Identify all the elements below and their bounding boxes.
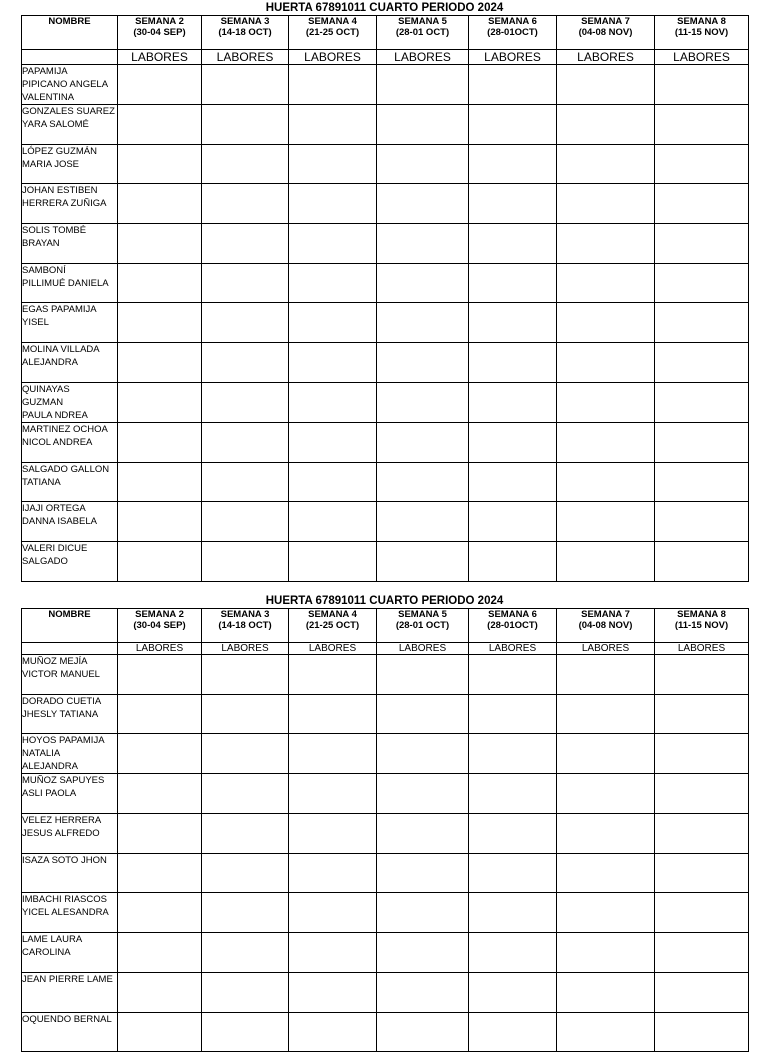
student-name: ISAZA SOTO JHON [22, 853, 118, 893]
labor-entry-cell[interactable] [557, 224, 655, 264]
labor-entry-cell[interactable] [202, 65, 289, 105]
labor-entry-cell[interactable] [557, 853, 655, 893]
labor-entry-cell[interactable] [289, 184, 377, 224]
labor-entry-cell[interactable] [118, 853, 202, 893]
labor-entry-cell[interactable] [469, 774, 557, 814]
labor-entry-cell[interactable] [377, 1012, 469, 1052]
labor-entry-cell[interactable] [377, 144, 469, 184]
labor-entry-cell[interactable] [377, 263, 469, 303]
labor-entry-cell[interactable] [469, 382, 557, 422]
labor-entry-cell[interactable] [469, 462, 557, 502]
labor-entry-cell[interactable] [655, 774, 749, 814]
labores-label: LABORES [469, 50, 557, 65]
labor-entry-cell[interactable] [202, 541, 289, 581]
labor-entry-cell[interactable] [469, 224, 557, 264]
student-row [22, 541, 749, 581]
labor-entry-cell[interactable] [377, 184, 469, 224]
labor-entry-cell[interactable] [557, 422, 655, 462]
student-name: EGAS PAPAMIJA YISEL [22, 303, 118, 343]
labores-row [22, 50, 749, 65]
labor-entry-cell[interactable] [469, 734, 557, 774]
labor-entry-cell[interactable] [202, 343, 289, 383]
student-name: LÓPEZ GUZMÁN MARIA JOSE [22, 144, 118, 184]
labor-entry-cell[interactable] [289, 1012, 377, 1052]
labores-label: LABORES [655, 50, 749, 65]
student-name: QUINAYAS GUZMAN PAULA NDREA [22, 382, 118, 422]
labor-entry-cell[interactable] [118, 972, 202, 1012]
student-name: SAMBONÍ PILLIMUÉ DANIELA [22, 263, 118, 303]
labor-entry-cell[interactable] [377, 774, 469, 814]
labores-label: LABORES [118, 643, 202, 655]
week-column-header: SEMANA 4 (21-25 OCT) [289, 16, 377, 50]
labor-entry-cell[interactable] [655, 972, 749, 1012]
labor-entry-cell[interactable] [202, 224, 289, 264]
sheet-title: HUERTA 67891011 CUARTO PERIODO 2024 [265, 595, 504, 607]
labores-blank-cell [22, 643, 118, 655]
labor-entry-cell[interactable] [655, 224, 749, 264]
week-column-header: SEMANA 5 (28-01 OCT) [377, 16, 469, 50]
labor-entry-cell[interactable] [557, 263, 655, 303]
student-name: IJAJI ORTEGA DANNA ISABELA [22, 502, 118, 542]
name-column-header: NOMBRE [22, 16, 118, 50]
labor-entry-cell[interactable] [557, 65, 655, 105]
labor-entry-cell[interactable] [377, 933, 469, 973]
labor-entry-cell[interactable] [289, 65, 377, 105]
labor-entry-cell[interactable] [469, 105, 557, 145]
sheet-title: HUERTA 67891011 CUARTO PERIODO 2024 [265, 2, 504, 14]
student-name: IMBACHI RIASCOS YICEL ALESANDRA [22, 893, 118, 933]
labor-entry-cell[interactable] [289, 263, 377, 303]
student-row [22, 893, 749, 933]
labor-entry-cell[interactable] [377, 303, 469, 343]
labor-entry-cell[interactable] [469, 343, 557, 383]
labor-entry-cell[interactable] [655, 422, 749, 462]
attendance-sheet-2 [21, 594, 748, 1052]
student-row [22, 1012, 749, 1052]
name-column-header: NOMBRE [22, 609, 118, 643]
labor-table [21, 15, 749, 582]
labor-entry-cell[interactable] [557, 105, 655, 145]
labores-blank-cell [22, 50, 118, 65]
labor-entry-cell[interactable] [377, 655, 469, 695]
labor-entry-cell[interactable] [469, 422, 557, 462]
labor-entry-cell[interactable] [655, 105, 749, 145]
labor-entry-cell[interactable] [202, 105, 289, 145]
labor-entry-cell[interactable] [469, 1012, 557, 1052]
labor-entry-cell[interactable] [469, 933, 557, 973]
labor-entry-cell[interactable] [655, 1012, 749, 1052]
labor-entry-cell[interactable] [289, 144, 377, 184]
labor-entry-cell[interactable] [289, 853, 377, 893]
attendance-sheet-1 [21, 1, 748, 582]
labor-entry-cell[interactable] [655, 541, 749, 581]
labor-entry-cell[interactable] [469, 655, 557, 695]
week-column-header: SEMANA 6 (28-01OCT) [469, 609, 557, 643]
labor-entry-cell[interactable] [655, 853, 749, 893]
labor-entry-cell[interactable] [655, 502, 749, 542]
student-row [22, 382, 749, 422]
labor-entry-cell[interactable] [289, 502, 377, 542]
labor-entry-cell[interactable] [377, 972, 469, 1012]
labor-entry-cell[interactable] [557, 462, 655, 502]
labor-entry-cell[interactable] [377, 343, 469, 383]
student-row [22, 422, 749, 462]
labor-entry-cell[interactable] [202, 144, 289, 184]
labor-entry-cell[interactable] [202, 462, 289, 502]
student-row [22, 814, 749, 854]
labor-entry-cell[interactable] [655, 734, 749, 774]
labor-entry-cell[interactable] [202, 972, 289, 1012]
header-row [22, 16, 749, 50]
labor-entry-cell[interactable] [469, 541, 557, 581]
labor-entry-cell[interactable] [118, 933, 202, 973]
labores-label: LABORES [469, 643, 557, 655]
labores-label: LABORES [377, 643, 469, 655]
labor-entry-cell[interactable] [118, 65, 202, 105]
labor-entry-cell[interactable] [655, 144, 749, 184]
student-row [22, 933, 749, 973]
student-row [22, 263, 749, 303]
labor-entry-cell[interactable] [557, 814, 655, 854]
labor-entry-cell[interactable] [118, 184, 202, 224]
labor-entry-cell[interactable] [289, 343, 377, 383]
labor-entry-cell[interactable] [557, 343, 655, 383]
labor-entry-cell[interactable] [469, 65, 557, 105]
labor-entry-cell[interactable] [469, 814, 557, 854]
labor-entry-cell[interactable] [469, 144, 557, 184]
labor-entry-cell[interactable] [289, 224, 377, 264]
labor-entry-cell[interactable] [469, 184, 557, 224]
labor-entry-cell[interactable] [202, 1012, 289, 1052]
labor-entry-cell[interactable] [289, 655, 377, 695]
labor-entry-cell[interactable] [377, 224, 469, 264]
header-row [22, 609, 749, 643]
labores-label: LABORES [557, 50, 655, 65]
labor-entry-cell[interactable] [289, 382, 377, 422]
labor-entry-cell[interactable] [377, 65, 469, 105]
labor-entry-cell[interactable] [289, 972, 377, 1012]
student-row [22, 303, 749, 343]
student-row [22, 853, 749, 893]
student-name: LAME LAURA CAROLINA [22, 933, 118, 973]
week-column-header: SEMANA 5 (28-01 OCT) [377, 609, 469, 643]
labor-entry-cell[interactable] [557, 972, 655, 1012]
labor-entry-cell[interactable] [377, 893, 469, 933]
labor-entry-cell[interactable] [377, 814, 469, 854]
student-rows [22, 65, 749, 582]
week-column-header: SEMANA 8 (11-15 NOV) [655, 16, 749, 50]
labor-entry-cell[interactable] [118, 655, 202, 695]
labor-entry-cell[interactable] [289, 105, 377, 145]
labor-entry-cell[interactable] [202, 655, 289, 695]
labor-entry-cell[interactable] [118, 814, 202, 854]
labor-entry-cell[interactable] [377, 853, 469, 893]
labor-entry-cell[interactable] [469, 303, 557, 343]
labor-entry-cell[interactable] [557, 382, 655, 422]
week-column-header: SEMANA 7 (04-08 NOV) [557, 16, 655, 50]
labor-entry-cell[interactable] [557, 1012, 655, 1052]
labor-entry-cell[interactable] [289, 933, 377, 973]
labor-entry-cell[interactable] [377, 694, 469, 734]
labor-entry-cell[interactable] [118, 343, 202, 383]
week-column-header: SEMANA 3 (14-18 OCT) [202, 16, 289, 50]
labor-entry-cell[interactable] [118, 382, 202, 422]
labor-entry-cell[interactable] [469, 694, 557, 734]
week-column-header: SEMANA 2 (30-04 SEP) [118, 609, 202, 643]
labor-entry-cell[interactable] [118, 1012, 202, 1052]
student-row [22, 502, 749, 542]
labor-entry-cell[interactable] [557, 541, 655, 581]
labor-entry-cell[interactable] [655, 343, 749, 383]
student-row [22, 343, 749, 383]
student-row [22, 774, 749, 814]
labor-entry-cell[interactable] [118, 224, 202, 264]
labores-label: LABORES [118, 50, 202, 65]
student-name: VELEZ HERRERA JESUS ALFREDO [22, 814, 118, 854]
labor-entry-cell[interactable] [289, 774, 377, 814]
labor-entry-cell[interactable] [118, 893, 202, 933]
student-row [22, 224, 749, 264]
labor-entry-cell[interactable] [655, 303, 749, 343]
student-name: MARTINEZ OCHOA NICOL ANDREA [22, 422, 118, 462]
labor-entry-cell[interactable] [202, 263, 289, 303]
labor-entry-cell[interactable] [202, 814, 289, 854]
labor-entry-cell[interactable] [289, 541, 377, 581]
labor-entry-cell[interactable] [202, 893, 289, 933]
labor-entry-cell[interactable] [557, 774, 655, 814]
labor-entry-cell[interactable] [557, 933, 655, 973]
labores-label: LABORES [202, 643, 289, 655]
labor-entry-cell[interactable] [118, 541, 202, 581]
labor-entry-cell[interactable] [118, 144, 202, 184]
labores-label: LABORES [655, 643, 749, 655]
labor-entry-cell[interactable] [202, 422, 289, 462]
student-name: MUÑOZ SAPUYES ASLI PAOLA [22, 774, 118, 814]
labor-entry-cell[interactable] [377, 734, 469, 774]
labores-label: LABORES [202, 50, 289, 65]
labor-entry-cell[interactable] [289, 694, 377, 734]
labor-entry-cell[interactable] [377, 502, 469, 542]
student-name: VALERI DICUE SALGADO [22, 541, 118, 581]
labor-entry-cell[interactable] [557, 734, 655, 774]
student-row [22, 734, 749, 774]
labor-entry-cell[interactable] [202, 734, 289, 774]
labor-entry-cell[interactable] [469, 263, 557, 303]
labor-entry-cell[interactable] [377, 105, 469, 145]
week-column-header: SEMANA 2 (30-04 SEP) [118, 16, 202, 50]
student-row [22, 144, 749, 184]
week-column-header: SEMANA 3 (14-18 OCT) [202, 609, 289, 643]
labor-entry-cell[interactable] [202, 303, 289, 343]
student-name: SALGADO GALLON TATIANA [22, 462, 118, 502]
labor-entry-cell[interactable] [469, 502, 557, 542]
student-name: GONZALES SUAREZ YARA SALOMÉ [22, 105, 118, 145]
week-column-header: SEMANA 7 (04-08 NOV) [557, 609, 655, 643]
student-name: SOLIS TOMBÉ BRAYAN [22, 224, 118, 264]
labor-entry-cell[interactable] [118, 105, 202, 145]
student-rows [22, 655, 749, 1052]
labor-entry-cell[interactable] [557, 694, 655, 734]
labor-entry-cell[interactable] [469, 893, 557, 933]
labor-entry-cell[interactable] [655, 263, 749, 303]
labor-entry-cell[interactable] [557, 303, 655, 343]
labor-entry-cell[interactable] [377, 541, 469, 581]
labor-entry-cell[interactable] [202, 853, 289, 893]
labor-entry-cell[interactable] [289, 814, 377, 854]
labor-entry-cell[interactable] [118, 462, 202, 502]
labor-entry-cell[interactable] [557, 655, 655, 695]
labor-entry-cell[interactable] [557, 144, 655, 184]
student-name: OQUENDO BERNAL [22, 1012, 118, 1052]
labor-entry-cell[interactable] [202, 694, 289, 734]
labor-entry-cell[interactable] [655, 382, 749, 422]
labor-entry-cell[interactable] [655, 184, 749, 224]
labor-entry-cell[interactable] [202, 933, 289, 973]
labor-entry-cell[interactable] [289, 734, 377, 774]
labores-label: LABORES [557, 643, 655, 655]
student-row [22, 65, 749, 105]
student-row [22, 184, 749, 224]
student-row [22, 462, 749, 502]
labor-entry-cell[interactable] [655, 694, 749, 734]
labor-entry-cell[interactable] [469, 853, 557, 893]
labor-entry-cell[interactable] [377, 382, 469, 422]
student-row [22, 105, 749, 145]
student-row [22, 694, 749, 734]
labor-entry-cell[interactable] [655, 65, 749, 105]
week-column-header: SEMANA 4 (21-25 OCT) [289, 609, 377, 643]
week-column-header: SEMANA 8 (11-15 NOV) [655, 609, 749, 643]
student-name: HOYOS PAPAMIJA NATALIA ALEJANDRA [22, 734, 118, 774]
labor-entry-cell[interactable] [377, 462, 469, 502]
labores-label: LABORES [289, 50, 377, 65]
labor-entry-cell[interactable] [118, 422, 202, 462]
student-row [22, 972, 749, 1012]
labor-entry-cell[interactable] [469, 972, 557, 1012]
student-name: PAPAMIJA PIPICANO ANGELA VALENTINA [22, 65, 118, 105]
student-name: MUÑOZ MEJÍA VICTOR MANUEL [22, 655, 118, 695]
student-row [22, 655, 749, 695]
labor-entry-cell[interactable] [202, 184, 289, 224]
labor-entry-cell[interactable] [118, 263, 202, 303]
labor-entry-cell[interactable] [655, 933, 749, 973]
labor-entry-cell[interactable] [655, 893, 749, 933]
labor-entry-cell[interactable] [202, 382, 289, 422]
labores-label: LABORES [289, 643, 377, 655]
labor-table [21, 608, 749, 1052]
student-name: JOHAN ESTIBEN HERRERA ZUÑIGA [22, 184, 118, 224]
labores-row [22, 643, 749, 655]
labor-entry-cell[interactable] [655, 655, 749, 695]
labor-entry-cell[interactable] [289, 462, 377, 502]
labor-entry-cell[interactable] [557, 184, 655, 224]
labor-entry-cell[interactable] [377, 422, 469, 462]
student-name: MOLINA VILLADA ALEJANDRA [22, 343, 118, 383]
week-column-header: SEMANA 6 (28-01OCT) [469, 16, 557, 50]
labor-entry-cell[interactable] [655, 462, 749, 502]
labor-entry-cell[interactable] [118, 303, 202, 343]
labor-entry-cell[interactable] [202, 774, 289, 814]
labor-entry-cell[interactable] [289, 422, 377, 462]
labor-entry-cell[interactable] [557, 893, 655, 933]
labor-entry-cell[interactable] [655, 814, 749, 854]
labor-entry-cell[interactable] [118, 734, 202, 774]
labor-entry-cell[interactable] [557, 502, 655, 542]
student-name: DORADO CUETIA JHESLY TATIANA [22, 694, 118, 734]
labor-entry-cell[interactable] [289, 303, 377, 343]
labor-entry-cell[interactable] [118, 502, 202, 542]
labor-entry-cell[interactable] [118, 694, 202, 734]
student-name: JEAN PIERRE LAME [22, 972, 118, 1012]
labor-entry-cell[interactable] [202, 502, 289, 542]
labor-entry-cell[interactable] [289, 893, 377, 933]
labor-entry-cell[interactable] [118, 774, 202, 814]
labores-label: LABORES [377, 50, 469, 65]
